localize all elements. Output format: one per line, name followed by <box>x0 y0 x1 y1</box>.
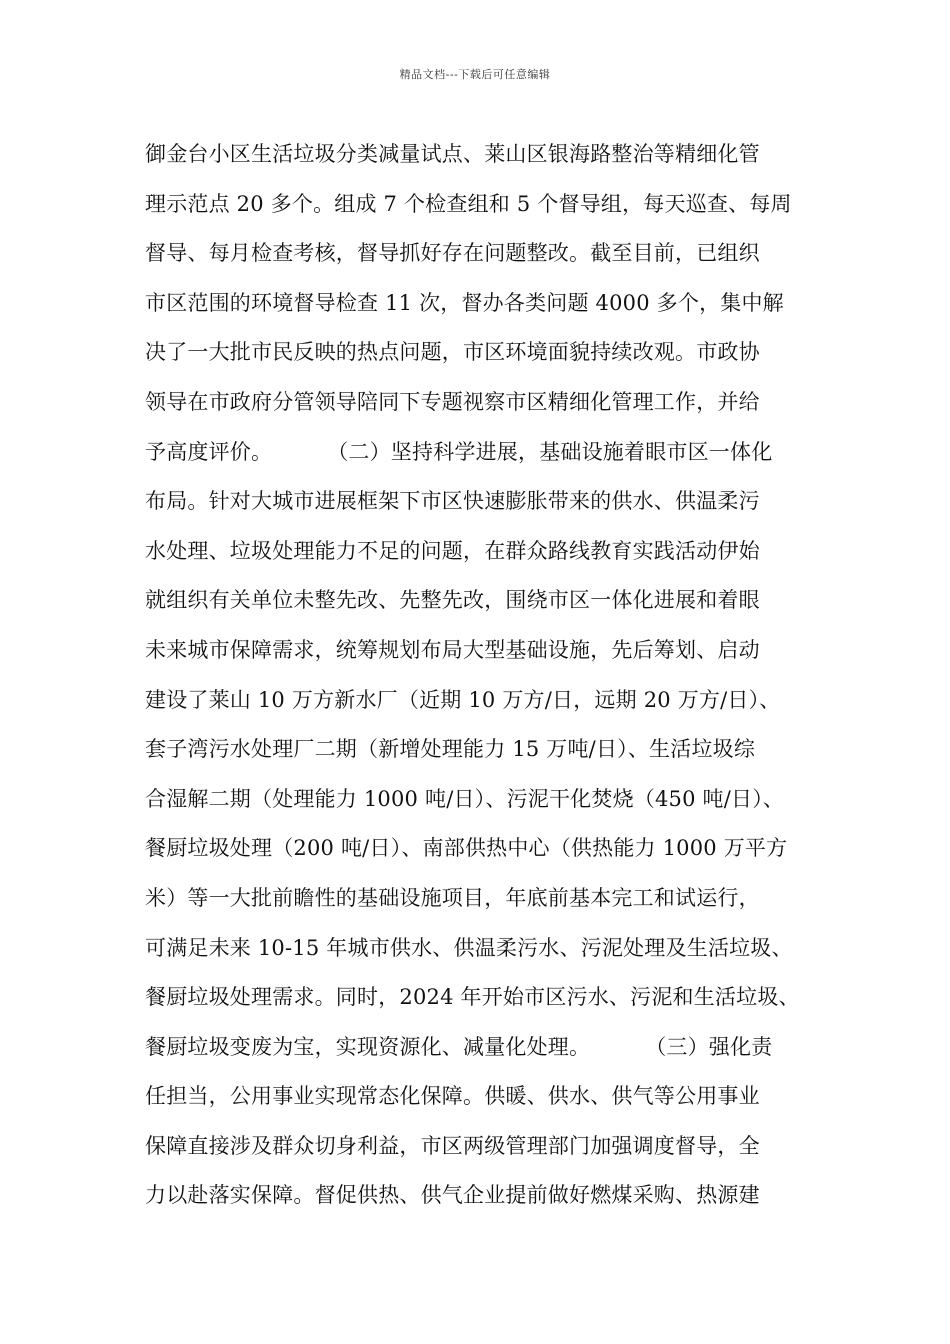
text-line: 米）等一大批前瞻性的基础设施项目，年底前基本完工和试运行， <box>145 885 760 910</box>
text-line: 就组织有关单位未整先改、先整先改，围绕市区一体化进展和着眼 <box>145 588 760 613</box>
text-line: 布局。针对大城市进展框架下市区快速膨胀带来的供水、供温柔污 <box>145 489 760 514</box>
body-text <box>145 130 825 1221</box>
text-line: 理示范点 20 多个。组成 7 个检查组和 5 个督导组，每天巡查、每周 <box>145 191 792 216</box>
text-line: 餐厨垃圾处理需求。同时，2024 年开始市区污水、污泥和生活垃圾、 <box>145 985 800 1010</box>
page-header: 精品文档---下载后可任意编辑 <box>399 68 551 81</box>
text-line: 予高度评价。 （二）坚持科学进展，基础设施着眼市区一体化 <box>145 439 773 464</box>
text-line: 餐厨垃圾处理（200 吨/日）、南部供热中心（供热能力 1000 万平方 <box>145 836 788 861</box>
text-line: 督导、每月检查考核，督导抓好存在问题整改。截至目前，已组织 <box>145 241 760 266</box>
text-line: 决了一大批市民反映的热点问题，市区环境面貌持续改观。市政协 <box>145 340 760 365</box>
text-line: 任担当，公用事业实现常态化保障。供暖、供水、供气等公用事业 <box>145 1084 760 1109</box>
text-line: 未来城市保障需求，统筹规划布局大型基础设施，先后筹划、启动 <box>145 637 760 662</box>
text-line: 可满足未来 10-15 年城市供水、供温柔污水、污泥处理及生活垃圾、 <box>145 935 793 960</box>
text-line: 建设了莱山 10 万方新水厂（近期 10 万方/日，远期 20 万方/日）、 <box>145 687 781 712</box>
text-line: 御金台小区生活垃圾分类减量试点、莱山区银海路整治等精细化管 <box>145 142 760 166</box>
text-line: 力以赴落实保障。督促供热、供气企业提前做好燃煤采购、热源建 <box>145 1183 760 1208</box>
text-line: 餐厨垃圾变废为宝，实现资源化、减量化处理。 （三）强化责 <box>145 1034 773 1059</box>
text-line: 套子湾污水处理厂二期（新增处理能力 15 万吨/日）、生活垃圾综 <box>145 737 756 762</box>
text-line: 保障直接涉及群众切身利益，市区两级管理部门加强调度督导，全 <box>145 1133 760 1158</box>
text-line: 领导在市政府分管领导陪同下专题视察市区精细化管理工作，并给 <box>145 389 760 414</box>
text-line: 合湿解二期（处理能力 1000 吨/日）、污泥干化焚烧（450 吨/日）、 <box>145 786 785 811</box>
text-line: 水处理、垃圾处理能力不足的问题，在群众路线教育实践活动伊始 <box>145 538 760 563</box>
text-line: 市区范围的环境督导检查 11 次，督办各类问题 4000 多个，集中解 <box>145 290 784 315</box>
